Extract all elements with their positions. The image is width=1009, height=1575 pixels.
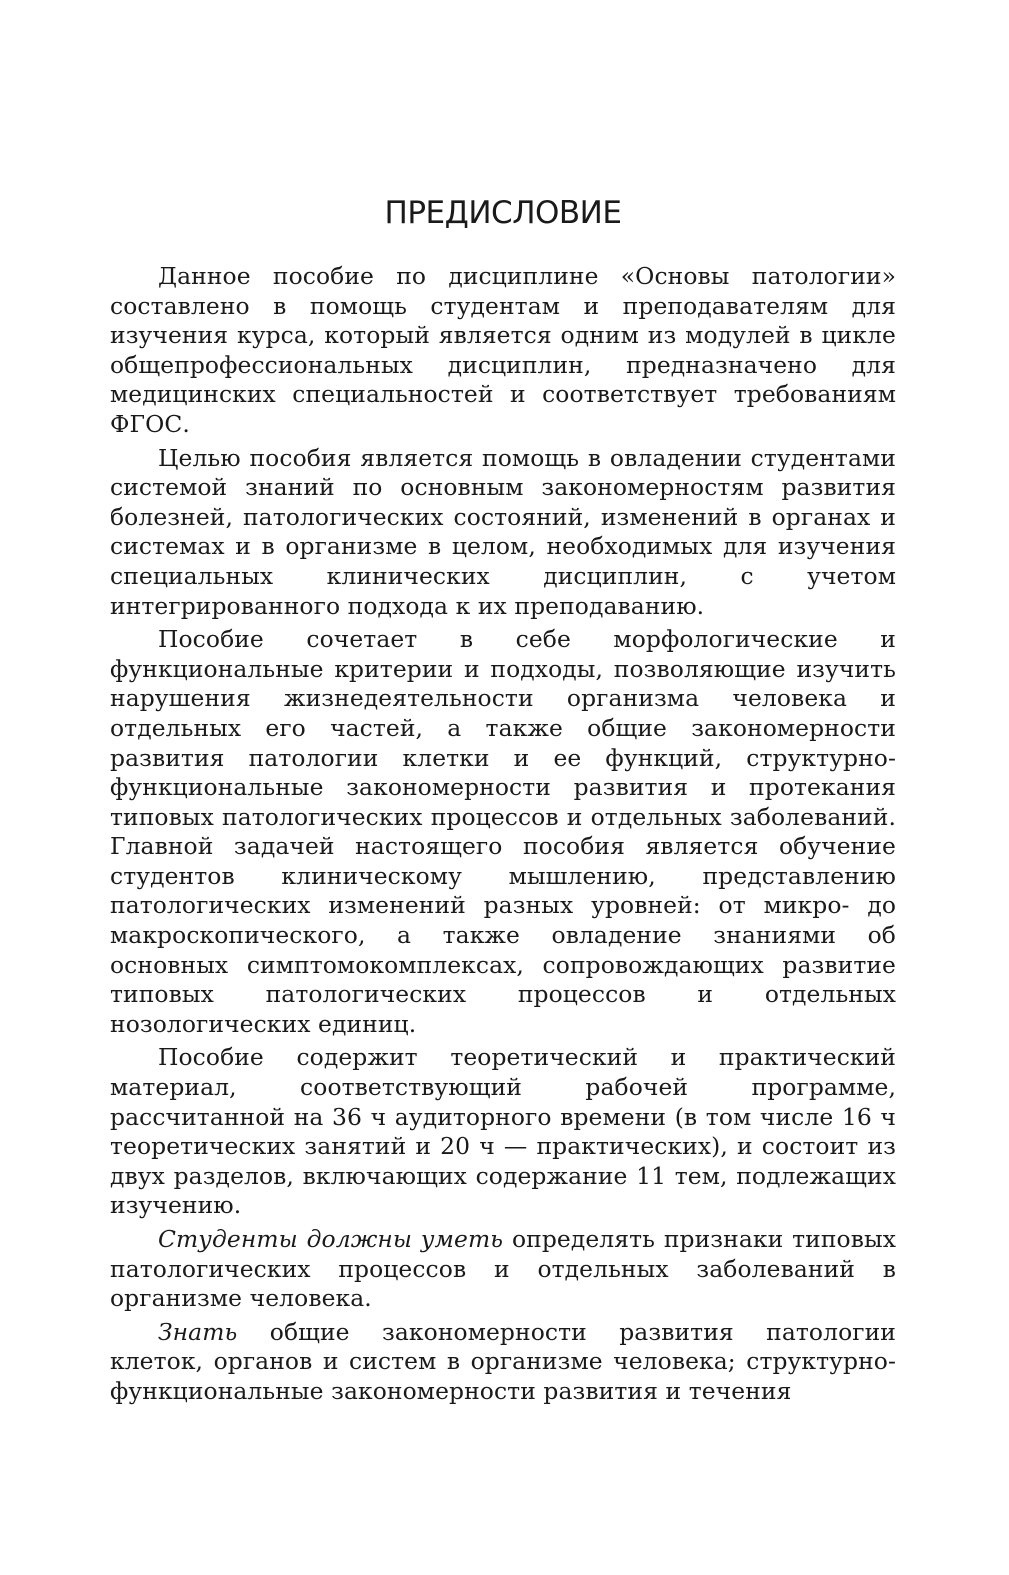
paragraph-6-emphasis: Знать: [158, 1317, 238, 1346]
page-title: ПРЕДИСЛОВИЕ: [384, 195, 622, 231]
paragraph-5-text: определять признаки типовых патологических процессов и отдельных заболеваний в организме человека.: [110, 1225, 896, 1313]
paragraph-5: [110, 1225, 896, 1314]
paragraph-3: Пособие сочетает в себе морфологические и функциональные критерии и подходы, позволяющие изучить нарушения жизнедеятельности организма человека и отдельных его частей, а также общие закономерности развития патологии клетки и ее функций, структурно-функциональные закономерности развития и протекания типовых патологических процессов и отдельных заболеваний. Главной задачей настоящего пособия является обучение студентов клиническому мышлению, представлению патологических изменений разных уровней: от микро- до макроскопического, а также овладение знаниями об основных симптомокомплексах, сопровождающих развитие типовых патологических процессов и отдельных нозологических единиц.: [110, 625, 896, 1038]
paragraph-6-text: общие закономерности развития патологии клеток, органов и систем в организме человека; структурно-функциональные закономерности развития и течения: [110, 1317, 896, 1405]
paragraph-5-emphasis: Студенты должны уметь: [158, 1225, 504, 1253]
paragraph-4: Пособие содержит теоретический и практический материал, соответствующий рабочей программе, рассчитанной на 36 ч аудиторного времени (в том числе 16 ч теоретических занятий и 20 ч — практических), и состоит из двух разделов, включающих содержание 11 тем, подлежащих изучению.: [110, 1043, 896, 1220]
paragraph-6: [110, 1318, 896, 1407]
body-text: [110, 262, 896, 1411]
paragraph-2: Целью пособия является помощь в овладении студентами системой знаний по основным закономерностям развития болезней, патологических состояний, изменений в органах и системах и в организме в целом, необходимых для изучения специальных клинических дисциплин, с учетом интегрированного подхода к их преподаванию.: [110, 443, 896, 620]
paragraph-1: Данное пособие по дисциплине «Основы патологии» составлено в помощь студентам и преподавателям для изучения курса, который является одним из модулей в цикле общепрофессиональных дисциплин, предназначено для медицинских специальностей и соответствует требованиям ФГОС.: [110, 262, 896, 438]
